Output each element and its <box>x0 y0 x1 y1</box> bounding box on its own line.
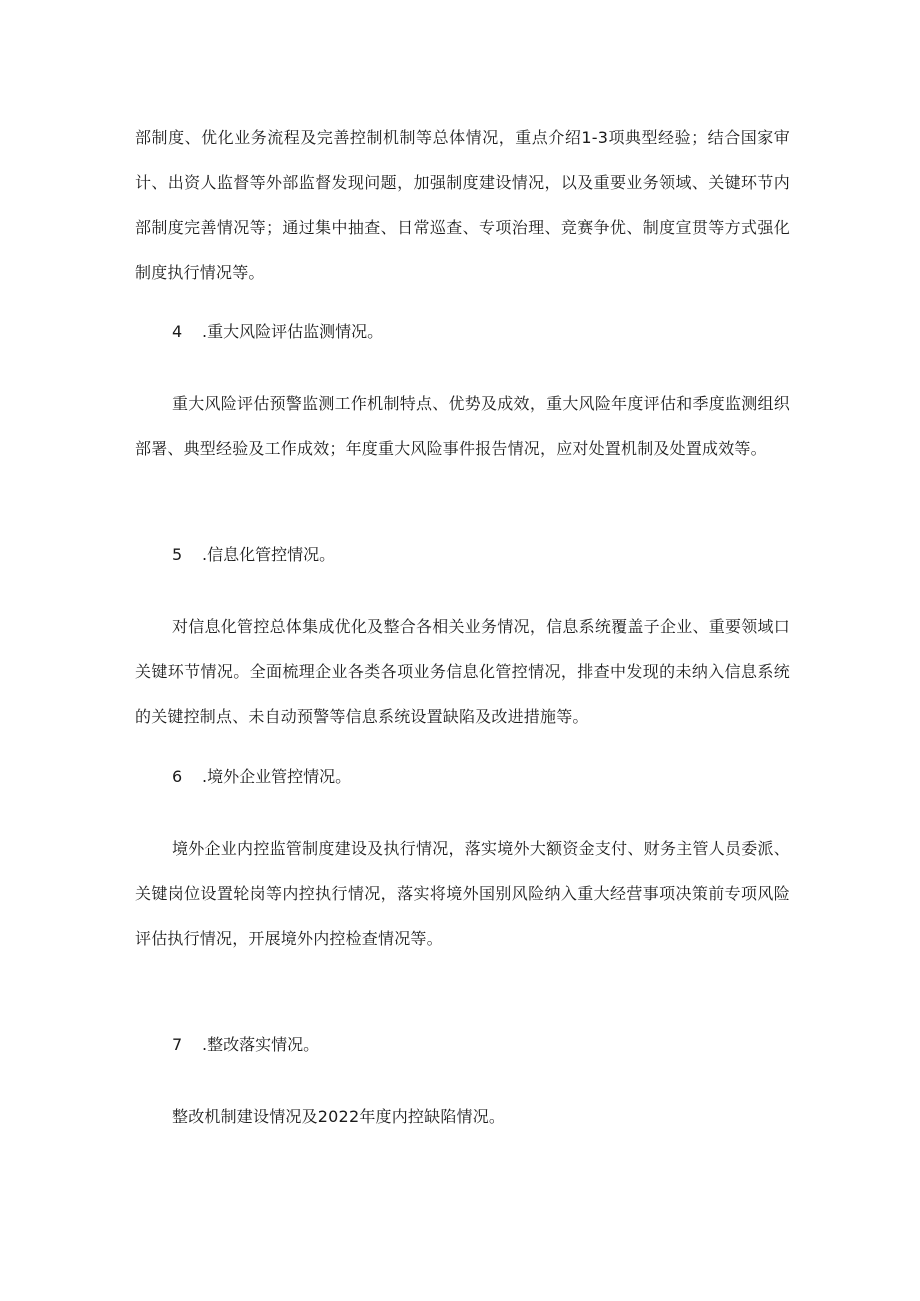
heading-4-text: .重大风险评估监测情况。 <box>202 322 384 341</box>
heading-5 <box>172 543 335 567</box>
heading-6-text: .境外企业管控情况。 <box>202 767 352 786</box>
paragraph-informatization: 对信息化管控总体集成优化及整合各相关业务情况，信息系统覆盖子企业、重要领域口关键环节情况。全面梳理企业各类各项业务信息化管控情况，排查中发现的未纳入信息系统的关键控制点、未自动预警等信息系统设置缺陷及改进措施等。 <box>135 617 790 726</box>
paragraph-major-risk: 重大风险评估预警监测工作机制特点、优势及成效，重大风险年度评估和季度监测组织部署、典型经验及工作成效；年度重大风险事件报告情况，应对处置机制及处置成效等。 <box>135 394 790 458</box>
heading-5-number: 5 <box>172 545 183 564</box>
heading-7-text: .整改落实情况。 <box>202 1035 320 1054</box>
paragraph-rectification: 整改机制建设情况及2022年度内控缺陷情况。 <box>172 1107 506 1126</box>
paragraph-internal-controls: 部制度、优化业务流程及完善控制机制等总体情况，重点介绍1-3项典型经验；结合国家审计、出资人监督等外部监督发现问题，加强制度建设情况，以及重要业务领域、关键环节内部制度完善情况等；通过集中抽查、日常巡查、专项治理、竞赛争优、制度宣贯等方式强化制度执行情况等。 <box>135 128 790 282</box>
paragraph-overseas: 境外企业内控监管制度建设及执行情况，落实境外大额资金支付、财务主管人员委派、关键岗位设置轮岗等内控执行情况，落实将境外国别风险纳入重大经营事项决策前专项风险评估执行情况，开展境外内控检查情况等。 <box>135 839 790 948</box>
heading-7 <box>172 1033 319 1057</box>
heading-4-number: 4 <box>172 322 183 341</box>
heading-7-number: 7 <box>172 1035 183 1054</box>
heading-6 <box>172 765 351 789</box>
heading-4 <box>172 320 383 344</box>
heading-5-text: .信息化管控情况。 <box>202 545 336 564</box>
heading-6-number: 6 <box>172 767 183 786</box>
